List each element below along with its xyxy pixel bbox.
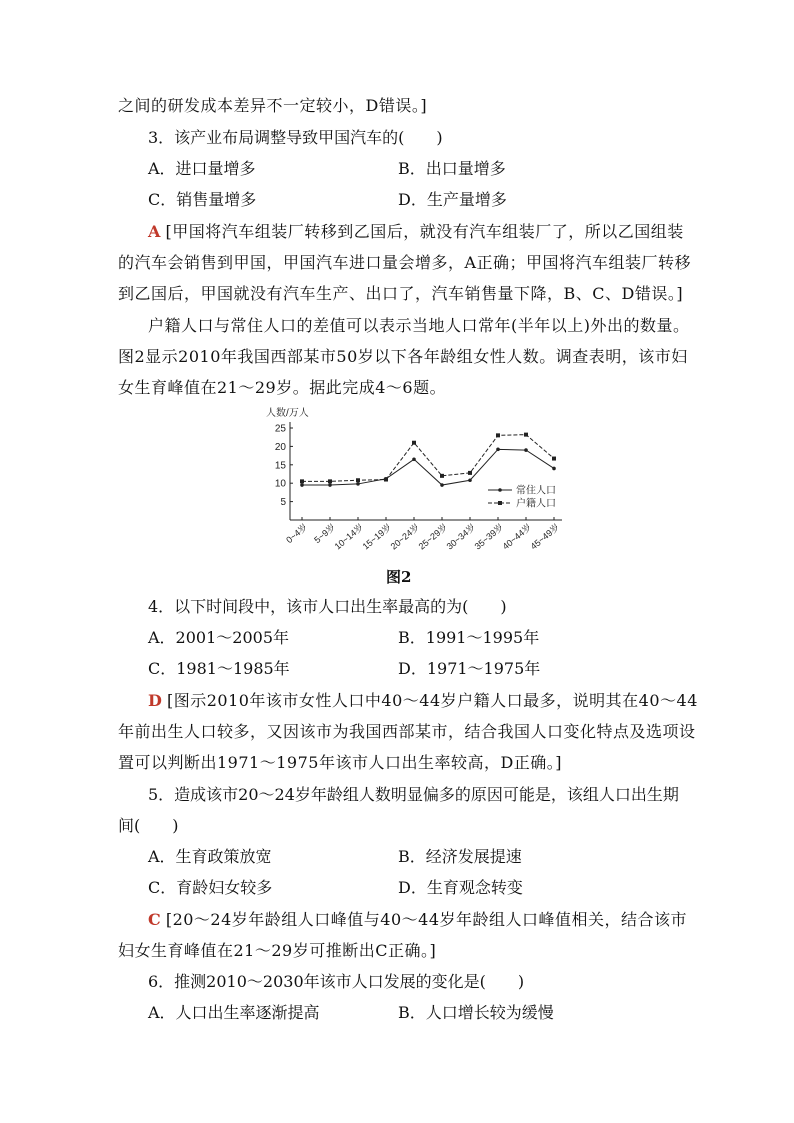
q3-explain-text-1: [甲国将汽车组装厂转移到乙国后，就没有汽车组装厂了，所以乙国组装 [165, 222, 684, 241]
data-point-registered [524, 433, 528, 437]
q3-option-d: D．生产量增多 [398, 190, 507, 209]
data-point-registered [384, 478, 388, 482]
data-point-resident [468, 478, 472, 482]
q3-option-a: A．进口量增多 [148, 159, 256, 178]
data-point-resident [328, 483, 332, 487]
data-point-registered [468, 471, 472, 475]
data-point-registered [412, 441, 416, 445]
x-tick-label: 35~39岁 [472, 521, 506, 552]
data-point-resident [300, 483, 304, 487]
legend-label: 常住人口 [516, 485, 556, 497]
population-line-chart [262, 402, 572, 562]
data-point-resident [356, 482, 360, 486]
question-5-stem-line-1: 5．造成该市20～24岁年龄组人数明显偏多的原因可能是，该组人口出生期 [148, 785, 679, 804]
y-tick-label: 20 [274, 441, 286, 453]
y-axis-label: 人数/万人 [266, 408, 309, 419]
q3-explanation-line-3: 到乙国后，甲国就没有汽车生产、出口了，汽车销售量下降，B、C、D错误。] [118, 284, 684, 303]
q4-option-a: A．2001～2005年 [148, 628, 289, 647]
previous-explanation-tail: 之间的研发成本差异不一定较小，D错误。] [118, 96, 428, 115]
legend-marker [498, 488, 502, 492]
q6-option-b: B．人口增长较为缓慢 [398, 1003, 554, 1022]
intro-line-2: 图2显示2010年我国西部某市50岁以下各年龄组女性人数。调查表明，该市妇 [118, 347, 688, 366]
intro-line-1: 户籍人口与常住人口的差值可以表示当地人口常年(半年以上)外出的数量。 [148, 316, 690, 335]
y-tick-label: 15 [274, 460, 286, 472]
q5-option-a: A．生育政策放宽 [148, 847, 272, 866]
data-point-registered [440, 474, 444, 478]
legend-label: 户籍人口 [516, 498, 556, 510]
q3-option-c: C．销售量增多 [148, 190, 257, 209]
y-tick-label: 5 [280, 497, 286, 509]
q4-explanation-line-1 [148, 691, 698, 711]
q5-option-c: C．育龄妇女较多 [148, 878, 273, 897]
q5-explanation-line-2: 妇女生育峰值在21～29岁可推断出C正确。] [118, 941, 437, 960]
data-point-registered [328, 479, 332, 483]
data-point-registered [552, 457, 556, 461]
x-tick-label: 15~19岁 [360, 521, 394, 552]
question-5-stem-line-2: 间( ) [118, 816, 179, 835]
q4-explanation-line-2: 年前出生人口较多，又因该市为我国西部某市，结合我国人口变化特点及选项设 [118, 722, 696, 741]
data-point-resident [524, 448, 528, 452]
series-line-registered [302, 435, 554, 482]
data-point-resident [496, 448, 500, 452]
x-tick-label: 40~44岁 [500, 521, 534, 552]
y-tick-label: 25 [274, 423, 286, 435]
q3-answer: A [148, 222, 161, 241]
q5-explanation-line-1 [148, 910, 687, 930]
data-point-registered [300, 479, 304, 483]
data-point-registered [356, 478, 360, 482]
x-tick-label: 5~9岁 [312, 521, 338, 546]
q4-option-c: C．1981～1985年 [148, 659, 290, 678]
q4-option-d: D．1971～1975年 [398, 659, 541, 678]
x-tick-label: 45~49岁 [528, 521, 562, 552]
figure-caption: 图2 [386, 568, 412, 586]
question-6-stem: 6．推测2010～2030年该市人口发展的变化是( ) [148, 972, 525, 991]
data-point-registered [496, 433, 500, 437]
q5-option-d: D．生育观念转变 [398, 878, 523, 897]
q3-explanation-line-1 [148, 222, 684, 242]
y-tick-label: 10 [274, 478, 286, 490]
q5-explain-text-1: [20～24岁年龄组人口峰值与40～44岁年龄组人口峰值相关，结合该市 [165, 910, 688, 929]
q6-option-a: A．人口出生率逐渐提高 [148, 1003, 320, 1022]
q4-option-b: B．1991～1995年 [398, 628, 540, 647]
question-4-stem: 4．以下时间段中，该市人口出生率最高的为( ) [148, 597, 507, 616]
q4-explanation-line-3: 置可以判断出1971～1975年该市人口出生率较高，D正确。] [118, 753, 563, 772]
x-tick-label: 0~4岁 [284, 521, 310, 546]
series-line-resident [302, 449, 554, 485]
x-tick-label: 30~34岁 [444, 521, 478, 552]
question-3-stem: 3．该产业布局调整导致甲国汽车的( ) [148, 128, 443, 147]
data-point-resident [412, 457, 416, 461]
q4-answer: D [148, 691, 162, 710]
legend-marker [498, 501, 502, 505]
x-tick-label: 20~24岁 [388, 521, 422, 552]
x-tick-label: 10~14岁 [332, 521, 366, 552]
q4-explain-text-1: [图示2010年该市女性人口中40～44岁户籍人口最多，说明其在40～44 [166, 691, 698, 710]
q5-option-b: B．经济发展提速 [398, 847, 522, 866]
data-point-resident [440, 483, 444, 487]
intro-line-3: 女生育峰值在21～29岁。据此完成4～6题。 [118, 378, 447, 397]
q3-explanation-line-2: 的汽车会销售到甲国，甲国汽车进口量会增多，A正确；甲国将汽车组装厂转移 [118, 253, 692, 272]
x-tick-label: 25~29岁 [416, 521, 450, 552]
q5-answer: C [148, 910, 161, 929]
data-point-resident [552, 467, 556, 471]
q3-option-b: B．出口量增多 [398, 159, 506, 178]
